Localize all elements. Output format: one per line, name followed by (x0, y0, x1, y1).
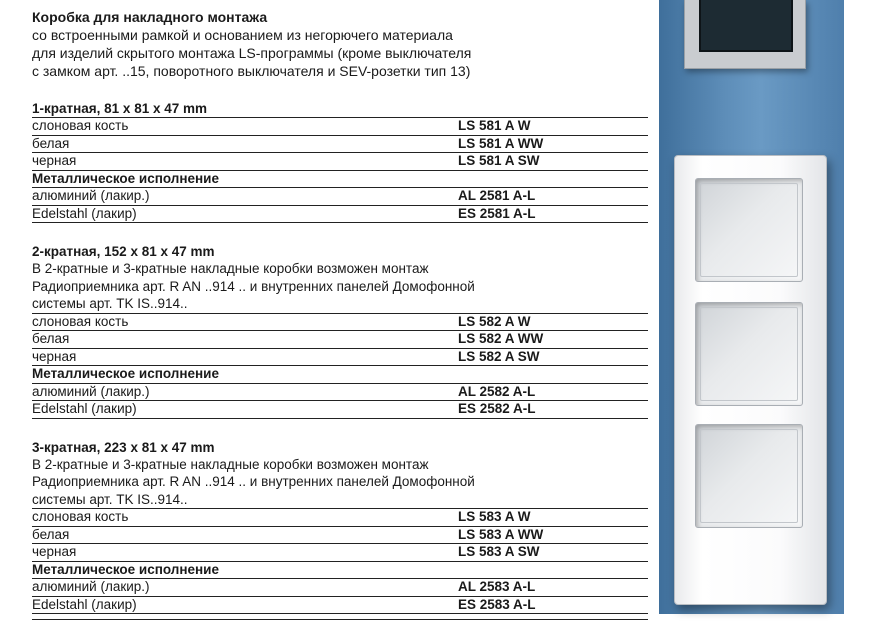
section-2-fold (32, 243, 648, 419)
triple-surface-box-photo (674, 155, 827, 605)
product-frame-photo (684, 0, 806, 69)
table-subheading-row (32, 562, 648, 580)
doc-desc-line: со встроенными рамкой и основанием из негорючего материала (32, 27, 453, 43)
row-label: Металлическое исполнение (32, 366, 219, 381)
row-code: ES 2581 A-L (458, 205, 536, 221)
row-label: белая (32, 135, 70, 151)
row-label: белая (32, 526, 70, 542)
row-label: Edelstahl (лакир) (32, 205, 137, 221)
row-label: черная (32, 153, 77, 168)
section-note-line: Радиоприемника арт. R AN ..914 .. и внутренних панелей Домофонной (32, 278, 475, 294)
row-label: слоновая кость (32, 118, 129, 133)
section-note-line: системы арт. TK IS..914.. (32, 491, 648, 510)
table-row (32, 579, 648, 597)
document (32, 8, 648, 614)
section-heading: 3-кратная, 223 x 81 x 47 mm (32, 439, 215, 455)
row-code: LS 581 A WW (458, 135, 544, 151)
section-note-line: Радиоприемника арт. R AN ..914 .. и внутренних панелей Домофонной (32, 474, 475, 489)
row-code: LS 583 A WW (458, 526, 544, 542)
table-row (32, 527, 648, 545)
row-label: Edelstahl (лакир) (32, 596, 137, 612)
box-cell-top (695, 178, 803, 282)
row-code: LS 583 A SW (458, 544, 540, 559)
table-row (32, 401, 648, 419)
section-note-line: системы арт. TK IS..914.. (32, 295, 648, 314)
row-label: белая (32, 331, 70, 346)
doc-title: Коробка для накладного монтажа (32, 9, 268, 25)
row-label: черная (32, 348, 77, 364)
box-cell-bottom (695, 424, 803, 528)
section-note-line: В 2-кратные и 3-кратные накладные коробки возможен монтаж (32, 456, 429, 472)
row-code: AL 2583 A-L (458, 579, 536, 594)
row-code: LS 582 A SW (458, 348, 540, 364)
table-subheading-row (32, 171, 648, 189)
row-code: AL 2581 A-L (458, 188, 536, 203)
table-row (32, 331, 648, 349)
frame-opening (699, 0, 793, 52)
doc-desc-line: с замком арт. ..15, поворотного выключателя и SEV-розетки тип 13) (32, 63, 471, 79)
row-code: LS 581 A SW (458, 153, 540, 168)
row-label: алюминий (лакир.) (32, 579, 150, 594)
row-code: ES 2583 A-L (458, 596, 536, 612)
bottom-divider (32, 619, 648, 620)
section-note-line: В 2-кратные и 3-кратные накладные коробки возможен монтаж (32, 261, 429, 276)
table-row (32, 188, 648, 206)
section-heading: 2-кратная, 152 x 81 x 47 mm (32, 244, 215, 259)
row-label: Edelstahl (лакир) (32, 401, 137, 416)
table-row (32, 597, 648, 615)
row-label: слоновая кость (32, 509, 129, 524)
table-row (32, 206, 648, 224)
table-row (32, 509, 648, 527)
table-row (32, 136, 648, 154)
row-code: LS 583 A W (458, 509, 531, 524)
table-row (32, 118, 648, 136)
table-row (32, 384, 648, 402)
row-label: алюминий (лакир.) (32, 188, 150, 203)
table-row (32, 314, 648, 332)
section-1-fold (32, 100, 648, 223)
section-heading: 1-кратная, 81 x 81 x 47 mm (32, 100, 648, 118)
row-label: слоновая кость (32, 313, 129, 329)
table-subheading-row (32, 366, 648, 384)
row-code: LS 581 A W (458, 118, 531, 133)
row-code: LS 582 A W (458, 313, 531, 329)
box-cell-middle (695, 302, 803, 406)
row-code: LS 582 A WW (458, 331, 544, 346)
row-code: AL 2582 A-L (458, 383, 536, 399)
table-row (32, 349, 648, 367)
row-label: Металлическое исполнение (32, 170, 219, 186)
table-row (32, 153, 648, 171)
row-label: Металлическое исполнение (32, 561, 219, 577)
doc-desc-line: для изделий скрытого монтажа LS-программы (кроме выключателя (32, 45, 472, 61)
row-label: алюминий (лакир.) (32, 383, 150, 399)
row-label: черная (32, 544, 77, 559)
section-3-fold (32, 439, 648, 615)
row-code: ES 2582 A-L (458, 401, 536, 416)
table-row (32, 544, 648, 562)
